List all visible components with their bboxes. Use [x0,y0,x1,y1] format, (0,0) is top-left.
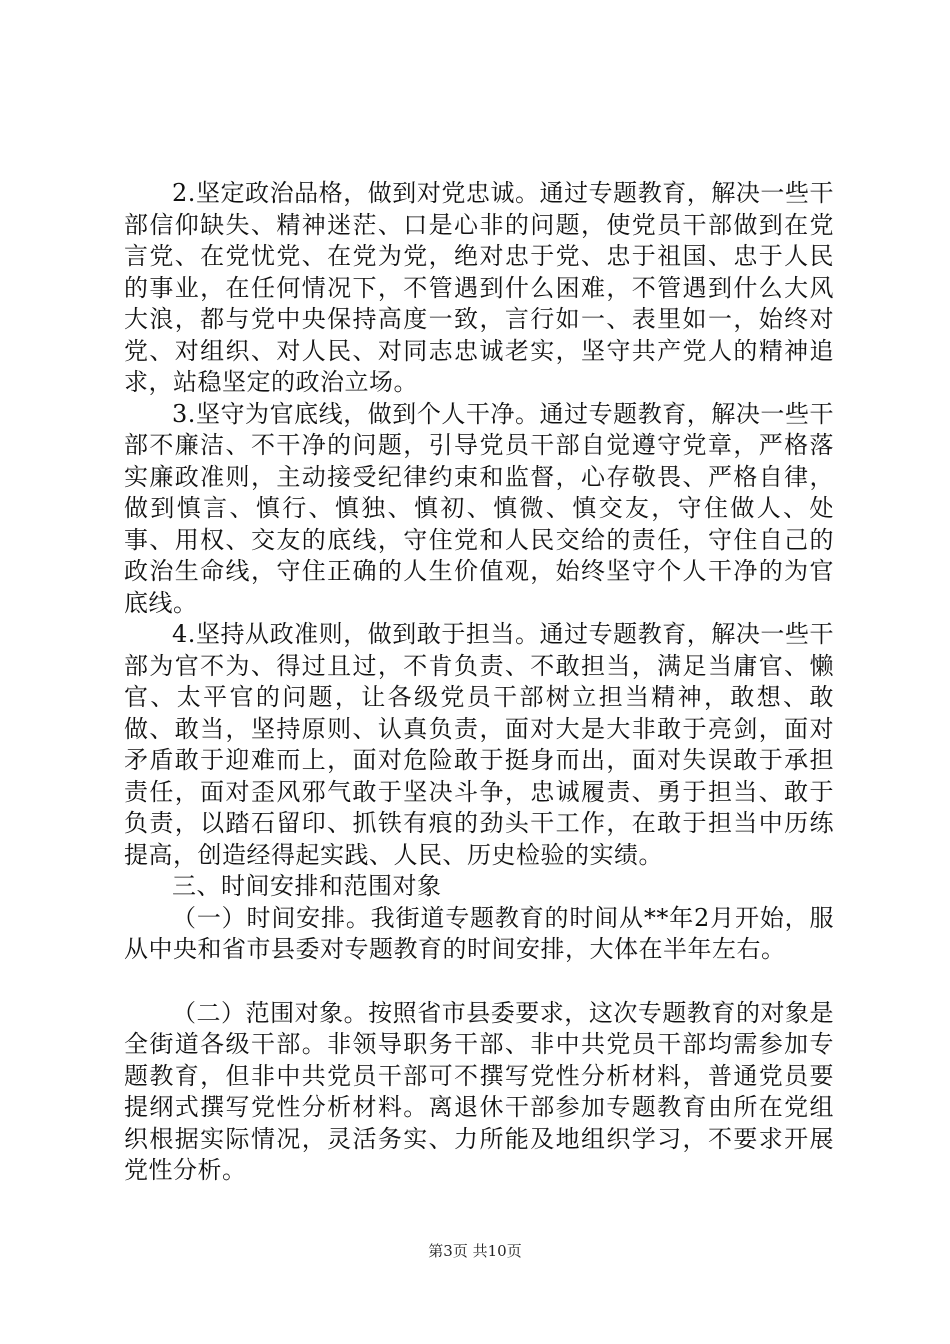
paragraph-scope: （二）范围对象。按照省市县委要求，这次专题教育的对象是全街道各级干部。非领导职务干部、非中共党员干部均需参加专题教育，但非中共党员干部可不撰写党性分析材料，普通党员要提纲式撰写党性分析材料。离退休干部参加专题教育由所在党组织根据实际情况，灵活务实、力所能及地组织学习，不要求开展党性分析。 [124,998,834,1184]
paragraph-personal-integrity: 3.坚守为官底线，做到个人干净。通过专题教育，解决一些干部不廉洁、不干净的问题，引导党员干部自觉遵守党章，严格落实廉政准则，主动接受纪律约束和监督，心存敬畏、严格自律，做到慎言、慎行、慎独、慎初、慎微、慎交友，守住做人、处事、用权、交友的底线，守住党和人民交给的责任，守住自己的政治生命线，守住正确的人生价值观，始终坚守个人干净的为官底线。 [124,399,834,617]
document-body [124,178,834,1187]
section-heading-schedule-scope: 三、时间安排和范围对象 [172,872,442,900]
paragraph-time-schedule: （一）时间安排。我街道专题教育的时间从**年2月开始，服从中央和省市县委对专题教育的时间安排，大体在半年左右。 [124,903,834,963]
blank-line [124,966,834,998]
paragraph-responsibility: 4.坚持从政准则，做到敢于担当。通过专题教育，解决一些干部为官不为、得过且过，不肯负责、不敢担当，满足当庸官、懒官、太平官的问题，让各级党员干部树立担当精神，敢想、敢做、敢当，坚持原则、认真负责，面对大是大非敢于亮剑，面对矛盾敢于迎难而上，面对危险敢于挺身而出，面对失误敢于承担责任，面对歪风邪气敢于坚决斗争，忠诚履责、勇于担当、敢于负责，以踏石留印、抓铁有痕的劲头干工作，在敢于担当中历练提高，创造经得起实践、人民、历史检验的实绩。 [124,620,834,869]
paragraph-political-loyalty: 2.坚定政治品格，做到对党忠诚。通过专题教育，解决一些干部信仰缺失、精神迷茫、口是心非的问题，使党员干部做到在党言党、在党忧党、在党为党，绝对忠于党、忠于祖国、忠于人民的事业，在任何情况下，不管遇到什么困难，不管遇到什么大风大浪，都与党中央保持高度一致，言行如一、表里如一，始终对党、对组织、对人民、对同志忠诚老实，坚守共产党人的精神追求，站稳坚定的政治立场。 [124,179,834,396]
page-footer: 第3页 共10页 [428,1242,522,1260]
